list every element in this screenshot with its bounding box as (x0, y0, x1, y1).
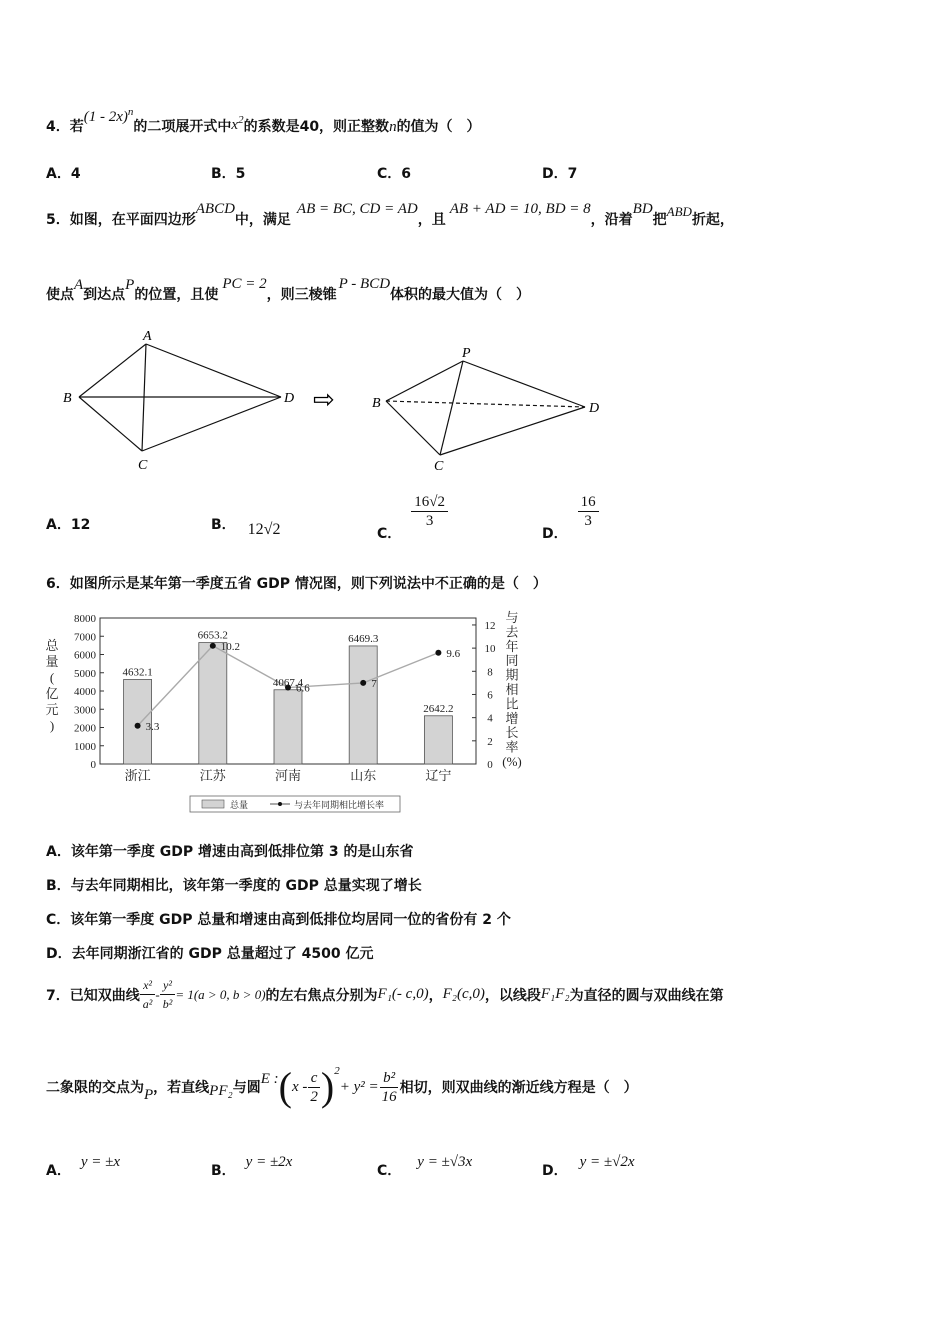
bar-1 (199, 643, 227, 764)
category-label: 河南 (274, 768, 302, 783)
y-axis-label-char: ) (49, 718, 55, 733)
q7-stem-line2: 二象限的交点为 P ，若直线 PF₂ 与圆 E : ( x - $\frac{c}{2}$ ) $^2$ + y² = $\frac{\text{b²}}{16}$ 相切，则双曲线的渐近线方程是（ ） (46, 1064, 638, 1109)
q4-option-b[interactable]: B．5 (211, 166, 246, 182)
q5-figure-quadrilateral (63, 329, 294, 473)
bar-2 (274, 690, 302, 764)
edge-cb (386, 401, 440, 455)
q6-stem: 6．如图所示是某年第一季度五省 GDP 情况图，则下列说法中不正确的是（ ） (46, 576, 547, 592)
q5-stem-line1: 5．如图，在平面四边形ABCD中，满足AB = BC, CD = AD，且AB + AD = 10, BD = 8，沿着BD把ABD折起， (46, 201, 734, 228)
edge-bd-hidden (386, 401, 585, 407)
q6-option-a[interactable]: A．该年第一季度 GDP 增速由高到低排位第 3 的是山东省 (46, 844, 414, 860)
q7-option-d[interactable]: D．y = ±√2x (542, 1154, 635, 1179)
q6-option-d[interactable]: D．去年同期浙江省的 GDP 总量超过了 4500 亿元 (46, 946, 374, 962)
growth-rate-label: 7 (371, 677, 377, 690)
q5-option-d[interactable]: D． $\frac{16}{3}$ (542, 493, 599, 530)
q5-figure-pyramid (372, 346, 599, 474)
label-d: D (589, 401, 600, 416)
label-c: C (434, 459, 444, 474)
y2-axis-label-char: 比 (505, 696, 519, 712)
q5-stem-line2: 使点A到达点P的位置，且使PC = 2，则三棱锥P - BCD体积的最大值为（ ） (46, 276, 531, 303)
edge-pc (440, 361, 463, 455)
q4-option-c[interactable]: C．6 (377, 166, 412, 182)
q5-option-c[interactable]: C． $\frac{16√2}{3}$ (377, 493, 448, 530)
fold-arrow-icon: ⇨ (313, 385, 335, 414)
y-axis-label-char: ( (49, 670, 55, 685)
q6-option-c[interactable]: C．该年第一季度 GDP 总量和增速由高到低排位均居同一位的省份有 2 个 (46, 912, 511, 928)
bar-value-label: 4632.1 (122, 666, 153, 679)
growth-rate-point (135, 723, 141, 729)
label-d: D (284, 391, 295, 406)
legend-bar-swatch (202, 800, 224, 808)
y-tick-label: 5000 (74, 667, 96, 680)
y-axis-label-char: 元 (45, 702, 59, 717)
y-tick-label: 7000 (74, 631, 96, 644)
q4-expression: (1 - 2x)$^n$ (83, 106, 134, 125)
y2-tick-label: 2 (487, 735, 493, 748)
y2-tick-label: 12 (484, 619, 496, 632)
y-axis-label-char: 总 (45, 638, 59, 653)
y-tick-label: 1000 (74, 740, 96, 753)
q6-option-b[interactable]: B．与去年同期相比，该年第一季度的 GDP 总量实现了增长 (46, 878, 422, 894)
y-axis-label-char: 量 (45, 654, 59, 669)
q7-option-c[interactable]: C．y = ±√3x (377, 1154, 473, 1179)
bar-value-label: 2642.2 (423, 702, 454, 715)
y2-axis-label-char: 同 (505, 653, 519, 669)
gdp-chart (44, 608, 524, 818)
y2-tick-label: 6 (487, 689, 493, 702)
edge-dc (440, 407, 585, 455)
edge-dc (142, 397, 281, 451)
label-b: B (372, 396, 381, 411)
edge-ba (79, 344, 146, 397)
y2-axis-label-char: 增 (505, 710, 519, 726)
q4-number: 4．若 (46, 119, 84, 135)
y-tick-label: 4000 (74, 686, 96, 698)
q4-option-d[interactable]: D．7 (542, 166, 578, 182)
y2-axis-label-char: 长 (505, 725, 519, 741)
y-tick-label: 2000 (74, 722, 96, 735)
growth-rate-label: 3.3 (145, 720, 160, 733)
y-tick-label: 3000 (74, 704, 96, 717)
label-p: P (462, 346, 471, 361)
growth-rate-point (210, 643, 216, 649)
y2-tick-label: 0 (487, 759, 493, 771)
legend-line-marker (278, 802, 282, 806)
growth-rate-label: 9.6 (446, 647, 461, 660)
edge-bp (386, 361, 463, 401)
category-label: 江苏 (199, 768, 226, 783)
q4-option-a[interactable]: A．4 (46, 166, 81, 182)
y2-tick-label: 4 (487, 712, 493, 725)
q7-option-a[interactable]: A．y = ±x (46, 1154, 121, 1179)
y2-axis-label-char: 相 (505, 682, 519, 697)
q5-option-b[interactable]: B． 12√2 (211, 517, 281, 538)
legend-line-label: 与去年同期相比增长率 (294, 800, 385, 810)
bar-value-label: 4067.4 (272, 676, 304, 689)
edge-cb (79, 397, 142, 451)
edge-ad (146, 344, 281, 397)
y2-axis-label-char: (%) (502, 754, 522, 769)
y2-axis-label-char: 率 (505, 739, 519, 755)
label-a: A (143, 329, 152, 344)
bar-3 (349, 646, 377, 764)
y2-axis-label-char: 年 (505, 638, 519, 654)
q7-option-b[interactable]: B．y = ±2x (211, 1154, 293, 1179)
category-label: 浙江 (124, 768, 151, 783)
growth-rate-label: 10.2 (220, 640, 241, 653)
q5-figures (55, 325, 615, 475)
y-tick-label: 0 (90, 759, 96, 771)
label-c: C (138, 458, 148, 473)
edge-pd (463, 361, 585, 407)
y-tick-label: 6000 (74, 649, 96, 662)
q4-stem: 4．若(1 - 2x)$^n$的二项展开式中$x^2$的系数是40，则正整数n的值为（ ） (46, 106, 481, 135)
y2-tick-label: 10 (484, 643, 496, 656)
growth-rate-point (360, 680, 366, 686)
label-b: B (63, 391, 72, 406)
bar-4 (424, 716, 452, 764)
bar-value-label: 6653.2 (197, 629, 228, 642)
y-axis-label-char: 亿 (45, 686, 59, 701)
q5-option-a[interactable]: A．12 (46, 517, 91, 533)
bar-value-label: 6469.3 (348, 632, 379, 645)
growth-rate-point (435, 650, 441, 656)
legend-bar-label: 总量 (230, 800, 249, 810)
growth-rate-label: 6.6 (296, 682, 310, 695)
y-tick-label: 8000 (74, 613, 96, 625)
y2-axis-label-char: 期 (505, 667, 519, 683)
y2-axis-label-char: 与 (505, 610, 519, 625)
category-label: 辽宁 (425, 768, 452, 783)
q7-stem-line1: 7．已知双曲线 $\frac{\text{x²}}{\text{a²}}$ - $\frac{\text{y²}}{\text{b²}}$ = 1(a > 0, b > 0) 的左右焦点分别为 F₁(- c,0) ， F₂(c,0) ，以线段 F₁F₂ 为直径的圆与双曲线在第 (46, 978, 724, 1011)
category-label: 山东 (350, 768, 377, 783)
y2-tick-label: 8 (487, 666, 493, 679)
y2-axis-label-char: 去 (505, 624, 519, 640)
